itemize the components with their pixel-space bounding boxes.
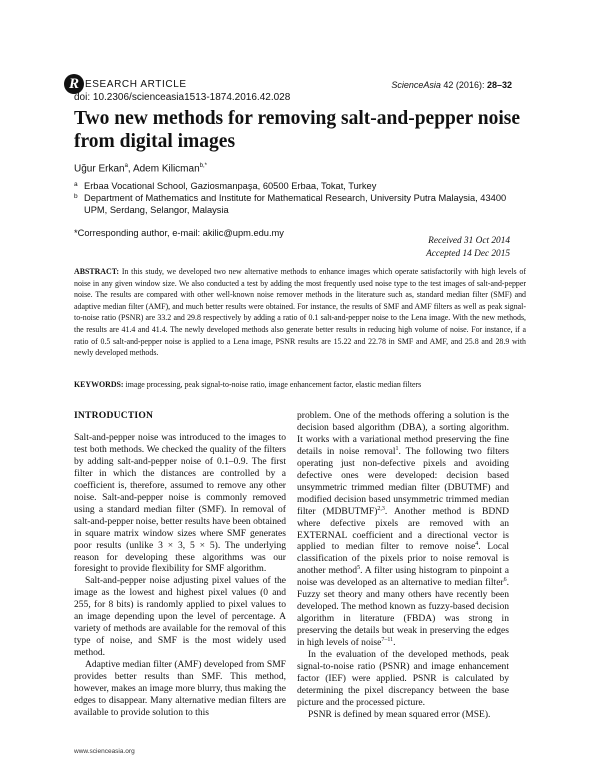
affiliation-text: Department of Mathematics and Institute for Mathematical Research, University Putra Malaysia, 43400 UPM, Serdang, Selangor, Malaysia [84,193,507,215]
abstract-text: In this study, we developed two new alternative methods to enhance images which operate satisfactorily with high levels of noise in any given window size. We also conducted a test by adding the most frequently used noise type to the test images of salt-and-pepper noise. The results are compared with other well-known noise remover methods in the literature such as, standard median filter (SMF) and adaptive median filter (AMF), and much better results were obtained. For instance, the results of SMF and AMF filters as well as peak signal-to-noise ratio (PSNR) are 33.2 and 29.8 respectively by adding a ratio of 0.1 salt-and-pepper noise to the Lena image. With the new methods, the results are 41.4 and 41.4. The newly developed methods also generate better results in reducing high volume of noise. For instance, if a ratio of 0.5 salt-and-pepper noise is applied to a Lena image, PSNR results are 15.22 and 22.78 in SMF and AMF, and 25.8 and 28.9 with newly developed methods. [74,267,526,358]
citation-ref[interactable]: 1 [395,445,399,452]
paragraph-text: . Fuzzy set theory and many others have recently been developed. The method known as fuzzy-based decision algorithm in literature (FBDA) was strong in preserving the details but weak in preserving the edges in high levels of noise [297,577,509,649]
author-affil-mark: b,* [199,163,207,169]
citation-ref[interactable]: 6 [503,577,507,584]
paragraph-text: . Local classification of the pixels prior to noise removal is another method [297,541,509,577]
right-column [297,410,509,721]
received-date: Received 31 Oct 2014 [428,236,510,246]
citation-ref[interactable]: 5 [357,565,361,572]
paragraph [297,410,509,649]
abstract [74,266,526,359]
citation-ref[interactable]: 7–11 [381,637,394,644]
abstract-label: ABSTRACT: [74,267,120,276]
author-name: Uğur Erkan [74,163,125,175]
section-heading-introduction: INTRODUCTION [74,410,154,421]
author-list [74,163,207,174]
affiliation-text: Erbaa Vocational School, Gaziosmanpaşa, 60500 Erbaa, Tokat, Turkey [84,181,377,191]
footer-url[interactable]: www.scienceasia.org [74,748,135,755]
article-type-logo [64,74,187,94]
affiliation-b [74,193,524,216]
paragraph-text: . A filter using histogram to pinpoint a noise was developed as an alternative to median filter [297,565,509,589]
journal-issue: 42 (2016): [443,80,485,90]
citation-ref[interactable]: 4 [475,541,479,548]
paragraph: PSNR is defined by mean squared error (MSE). [308,708,491,720]
paragraph-text: . [393,637,396,649]
journal-pages: 28–32 [486,80,512,90]
citation-ref[interactable]: 2,3 [377,505,385,512]
accepted-date: Accepted 14 Dec 2015 [426,249,510,259]
affiliation-a [74,181,534,193]
keywords-text: image processing, peak signal-to-noise ratio, image enhancement factor, elastic median filters [123,380,422,389]
paragraph-text: problem. One of the methods offering a solution is the decision based algorithm (DBA), a sorting algorithm. It works with a variational method preserving the fine details in noise removal [297,410,509,457]
corresponding-author: *Corresponding author, e-mail: akilic@upm.edu.my [74,228,284,238]
paragraph-text: . Another method is BDND where defective pixels are removed with an EXTERNAL coefficient and a directional vector is applied to median filter to remove noise [297,505,510,553]
paragraph: In the evaluation of the developed methods, peak signal-to-noise ratio (PSNR) and image enhancement factor (IEF) were applied. PSNR is calculated by determining the pixel discrepancy between the base picture and the processed picture. [297,649,509,708]
paragraph-text: . The following two filters operating just non-defective pixels and avoiding defective ones were developed: decision based unsymmetric trimmed median filter (DBUTMF) and modified decision based unsymmetric trimmed median filter (MDBUTMF) [297,445,509,517]
affiliation-mark: b [74,193,78,200]
journal-name: ScienceAsia [391,80,441,90]
paragraph: Adaptive median filter (AMF) developed from SMF provides better results than SMF. This method, however, makes an image more blurry, thus making the edges to disappear. Many alternative median filters are available to provide solution to this [74,659,286,718]
journal-citation [391,80,512,90]
article-type-label: ESEARCH ARTICLE [85,78,187,90]
left-column [74,410,286,719]
paragraph: Salt-and-pepper noise was introduced to the images to test both methods. We checked the quality of the filters by adding salt-and-pepper noise of 0.1–0.9. The first filter in which the distances are controlled by a coefficient is, therefore, assumed to remove any other noise. Salt-and-pepper noise is commonly removed using a standard median filter (SMF). In removal of salt-and-pepper noise, better results have been obtained in square matrix window sizes where SMF generates poor results (unlike 3 × 3, 5 × 5). The underlying reason for developing these algorithms was our foresight to provide flexibility for SMF algorithm. [74,432,286,575]
keywords-label: KEYWORDS: [74,380,124,389]
research-r-icon: R [64,74,84,94]
keywords [74,380,526,389]
paper-title: Two new methods for removing salt-and-pepper noise from digital images [74,108,520,152]
affiliation-mark: a [74,181,78,188]
author-name: Adem Kilicman [132,163,200,175]
doi[interactable]: doi: 10.2306/scienceasia1513-1874.2016.42.028 [74,92,291,103]
author-separator: , [127,163,133,175]
paragraph: Salt-and-pepper noise adjusting pixel values of the image as the lowest and highest pixel values (0 and 255, for 8 bits) is randomly applied to pixel values to an image depending upon the level of percentage. A variety of methods are available for the removal of this type of noise, and SMF is the most widely used method. [74,575,286,659]
author-affil-mark: a [124,163,128,169]
